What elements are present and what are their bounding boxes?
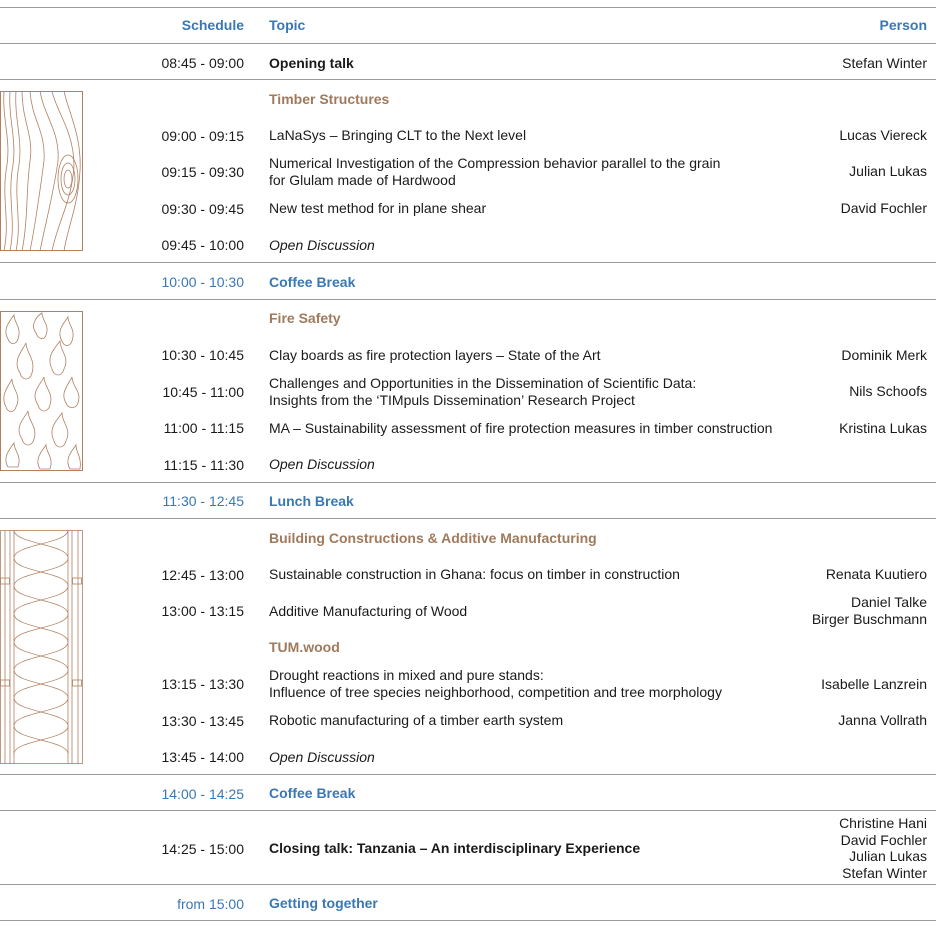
rule [0, 518, 936, 519]
header-topic: Topic [269, 17, 306, 33]
row-person: Stefan Winter [842, 55, 927, 71]
topic-line: Insights from the ‘TIMpuls Dissemination’ Research Project [269, 391, 635, 408]
row-time: 10:45 - 11:00 [162, 384, 244, 400]
row-topic: Coffee Break [269, 274, 356, 290]
rule-header [0, 43, 936, 44]
row-topic: Additive Manufacturing of Wood [269, 603, 468, 619]
topic-line: Drought reactions in mixed and pure stands: [269, 667, 544, 683]
row-person: Renata Kuutiero [825, 566, 927, 582]
insulation-wall-icon [0, 530, 84, 764]
rule [0, 79, 936, 80]
rule [0, 482, 936, 483]
rule [0, 810, 936, 811]
rule-top [0, 7, 936, 8]
row-topic: Open Discussion [269, 749, 375, 765]
row-person: David Fochler [840, 200, 927, 216]
row-person [687, 594, 927, 627]
row-time: 12:45 - 13:00 [161, 567, 244, 583]
row-topic: Sustainable construction in Ghana: focus on timber in construction [269, 566, 680, 582]
person-line: Stefan Winter [842, 864, 927, 881]
row-time: 11:00 - 11:15 [163, 420, 244, 436]
person-line: Julian Lukas [849, 848, 927, 864]
row-person: Janna Vollrath [838, 712, 927, 728]
topic-line: Numerical Investigation of the Compression behavior parallel to the grain [269, 155, 721, 171]
row-time: 13:30 - 13:45 [161, 713, 244, 729]
rule [0, 884, 936, 885]
row-person [687, 815, 927, 881]
section-title: Fire Safety [269, 310, 341, 326]
section-title: Building Constructions & Additive Manufacturing [269, 530, 597, 546]
row-time: 09:00 - 09:15 [161, 128, 244, 144]
flame-pattern-icon [0, 311, 84, 471]
row-topic: Robotic manufacturing of a timber earth system [269, 712, 564, 728]
row-topic: Coffee Break [269, 785, 356, 801]
header-person: Person [879, 17, 927, 33]
wood-grain-icon [0, 91, 84, 251]
row-time: 09:45 - 10:00 [161, 237, 244, 253]
row-time: 08:45 - 09:00 [161, 55, 244, 71]
row-time: 10:00 - 10:30 [161, 274, 244, 290]
row-time: 09:30 - 09:45 [161, 201, 244, 217]
rule [0, 774, 936, 775]
topic-line: Influence of tree species neighborhood, competition and tree morphology [269, 683, 722, 700]
row-time: 09:15 - 09:30 [161, 164, 244, 180]
row-topic: Lunch Break [269, 493, 354, 509]
person-line: David Fochler [840, 831, 927, 848]
row-topic: Closing talk: Tanzania – An interdisciplinary Experience [269, 840, 641, 856]
topic-line: for Glulam made of Hardwood [269, 171, 456, 188]
row-person: Isabelle Lanzrein [821, 676, 927, 692]
row-time: 13:15 - 13:30 [161, 676, 244, 692]
person-line: Christine Hani [839, 815, 927, 831]
section-title: Timber Structures [269, 91, 390, 107]
topic-line: Challenges and Opportunities in the Dissemination of Scientific Data: [269, 375, 697, 391]
row-topic: Open Discussion [269, 456, 375, 472]
row-topic: Open Discussion [269, 237, 375, 253]
row-person: Dominik Merk [841, 347, 927, 363]
row-topic: Clay boards as fire protection layers – State of the Art [269, 347, 601, 363]
section-title: TUM.wood [269, 639, 340, 655]
row-time: 13:45 - 14:00 [161, 749, 244, 765]
row-time: 14:25 - 15:00 [161, 841, 244, 857]
row-time: 13:00 - 13:15 [161, 603, 244, 619]
row-topic: New test method for in plane shear [269, 200, 487, 216]
row-time: 11:15 - 11:30 [163, 457, 244, 473]
row-person: Nils Schoofs [849, 383, 927, 399]
person-line: Daniel Talke [850, 594, 927, 610]
row-time: 11:30 - 12:45 [162, 493, 244, 509]
row-person: Kristina Lukas [839, 420, 927, 436]
header-schedule: Schedule [181, 17, 244, 33]
row-topic: LaNaSys – Bringing CLT to the Next level [269, 127, 527, 143]
row-person: Julian Lukas [849, 163, 927, 179]
row-time: 10:30 - 10:45 [161, 347, 244, 363]
row-person: Lucas Viereck [839, 127, 927, 143]
rule [0, 299, 936, 300]
rule [0, 262, 936, 263]
row-topic: Getting together [269, 895, 378, 911]
row-topic: Opening talk [269, 55, 354, 71]
row-time: 14:00 - 14:25 [161, 786, 244, 802]
row-topic: MA – Sustainability assessment of fire protection measures in timber construction [269, 420, 773, 436]
rule-bottom [0, 920, 936, 921]
person-line: Birger Buschmann [811, 610, 927, 627]
row-time: from 15:00 [177, 896, 244, 912]
